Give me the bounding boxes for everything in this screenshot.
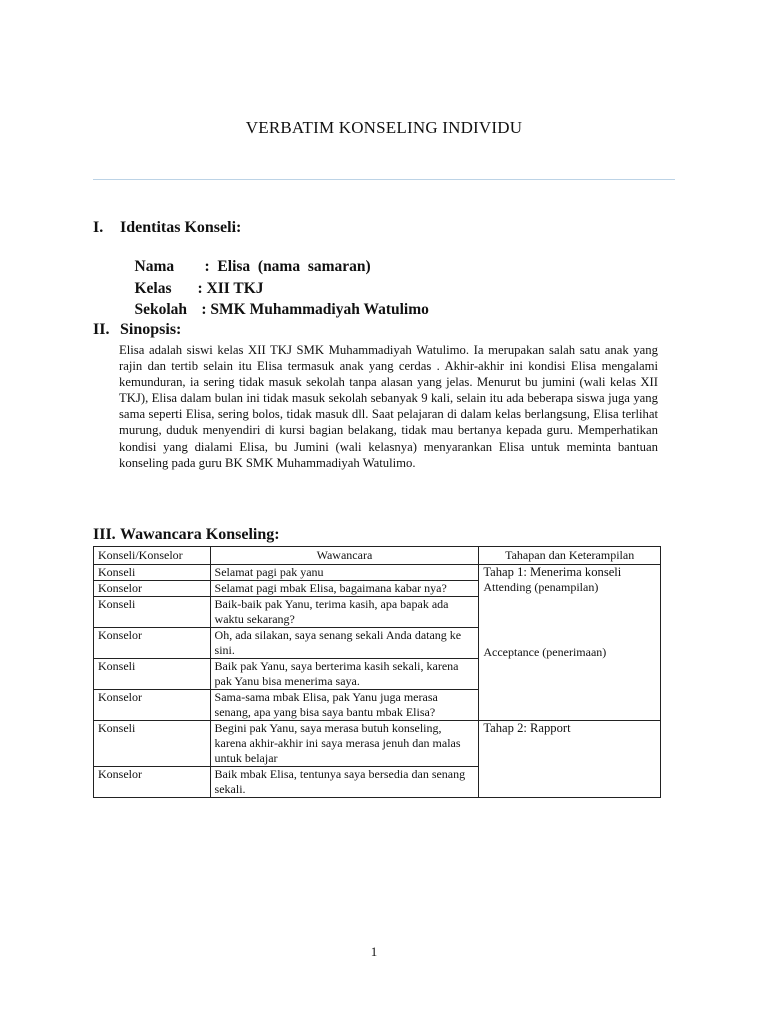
section-title: Wawancara Konseling:: [120, 526, 280, 543]
section-sinopsis-heading: [93, 321, 181, 339]
dialogue-cell: Selamat pagi mbak Elisa, bagaimana kabar nya?: [210, 581, 479, 597]
table-header-row: [94, 547, 661, 565]
speaker-cell: Konselor: [94, 767, 211, 798]
section-wawancara-heading: [93, 526, 280, 544]
dialogue-cell: Begini pak Yanu, saya merasa butuh konseling, karena akhir-akhir ini saya merasa jenuh dan malas untuk belajar: [210, 721, 479, 767]
field-separator: :: [204, 258, 210, 275]
dialogue-cell: Oh, ada silakan, saya senang sekali Anda datang ke sini.: [210, 628, 479, 659]
speaker-cell: Konseli: [94, 597, 211, 628]
field-label: Nama: [134, 258, 175, 275]
field-value: SMK Muhammadiyah Watulimo: [210, 301, 429, 318]
section-number: III.: [93, 526, 116, 543]
stage-1-label: Tahap 1: Menerima konseli: [483, 565, 622, 579]
section-title: Identitas Konseli:: [120, 219, 242, 236]
column-header: Konseli/Konselor: [94, 547, 211, 565]
document-title: VERBATIM KONSELING INDIVIDU: [245, 118, 523, 137]
field-separator: :: [197, 280, 203, 297]
dialogue-cell: Baik mbak Elisa, tentunya saya bersedia dan senang sekali.: [210, 767, 479, 798]
speaker-cell: Konseli: [94, 659, 211, 690]
synopsis-paragraph: Elisa adalah siswi kelas XII TKJ SMK Muhammadiyah Watulimo. Ia merupakan salah satu anak yang rajin dan tertib selain itu Elisa termasuk anak yang cerdas . Akhir-akhir ini kondisi Elisa mengalami kemunduran, ia sering tidak masuk sekolah tanpa alasan yang jelas. Menurut bu jumini (wali kelas XII TKJ), Elisa dalam bulan ini tidak masuk sekolah sebanyak 9 kali, selain itu ada beberapa siswa juga yang sama seperti Elisa, sering bolos, tidak masuk dll. Saat pelajaran di dalam kelas berlangsung, Elisa terlihat murung, duduk menyendiri di kursi bagian belakang, tidak mau bertanya kepada guru. Memperhatikan kondisi yang dialami Elisa, bu Jumini (wali kelasnya) menyarankan Elisa untuk meminta bantuan konseling pada guru BK SMK Muhammadiyah Watulimo.: [119, 343, 658, 470]
speaker-cell: Konselor: [94, 690, 211, 721]
section-number: I.: [93, 219, 104, 236]
dialogue-cell: Baik-baik pak Yanu, terima kasih, apa bapak ada waktu sekarang?: [210, 597, 479, 628]
field-label: Kelas: [134, 280, 172, 297]
stage-cell: [479, 721, 661, 798]
table-row: [94, 565, 661, 581]
speaker-cell: Konselor: [94, 628, 211, 659]
dialogue-cell: Selamat pagi pak yanu: [210, 565, 479, 581]
column-header: Wawancara: [210, 547, 479, 565]
attending-label: Attending (penampilan): [483, 580, 599, 594]
interview-table: [93, 546, 661, 798]
stage-cell: [479, 565, 661, 721]
stage-2-label: Tahap 2: Rapport: [483, 721, 571, 735]
acceptance-label: Acceptance (penerimaan): [483, 645, 607, 659]
title-divider: [93, 179, 675, 180]
section-identitas-heading: [93, 219, 241, 237]
field-separator: :: [201, 301, 207, 318]
dialogue-cell: Sama-sama mbak Elisa, pak Yanu juga merasa senang, apa yang bisa saya bantu mbak Elisa?: [210, 690, 479, 721]
field-value: Elisa (nama samaran): [217, 258, 371, 275]
speaker-cell: Konseli: [94, 721, 211, 767]
section-title: Sinopsis:: [120, 321, 182, 338]
page-number: 1: [370, 944, 378, 959]
dialogue-cell: Baik pak Yanu, saya berterima kasih sekali, karena pak Yanu bisa menerima saya.: [210, 659, 479, 690]
field-value: XII TKJ: [206, 280, 264, 297]
section-number: II.: [93, 321, 110, 338]
field-label: Sekolah: [134, 301, 188, 318]
column-header: Tahapan dan Keterampilan: [479, 547, 661, 565]
speaker-cell: Konselor: [94, 581, 211, 597]
speaker-cell: Konseli: [94, 565, 211, 581]
table-row: [94, 721, 661, 767]
